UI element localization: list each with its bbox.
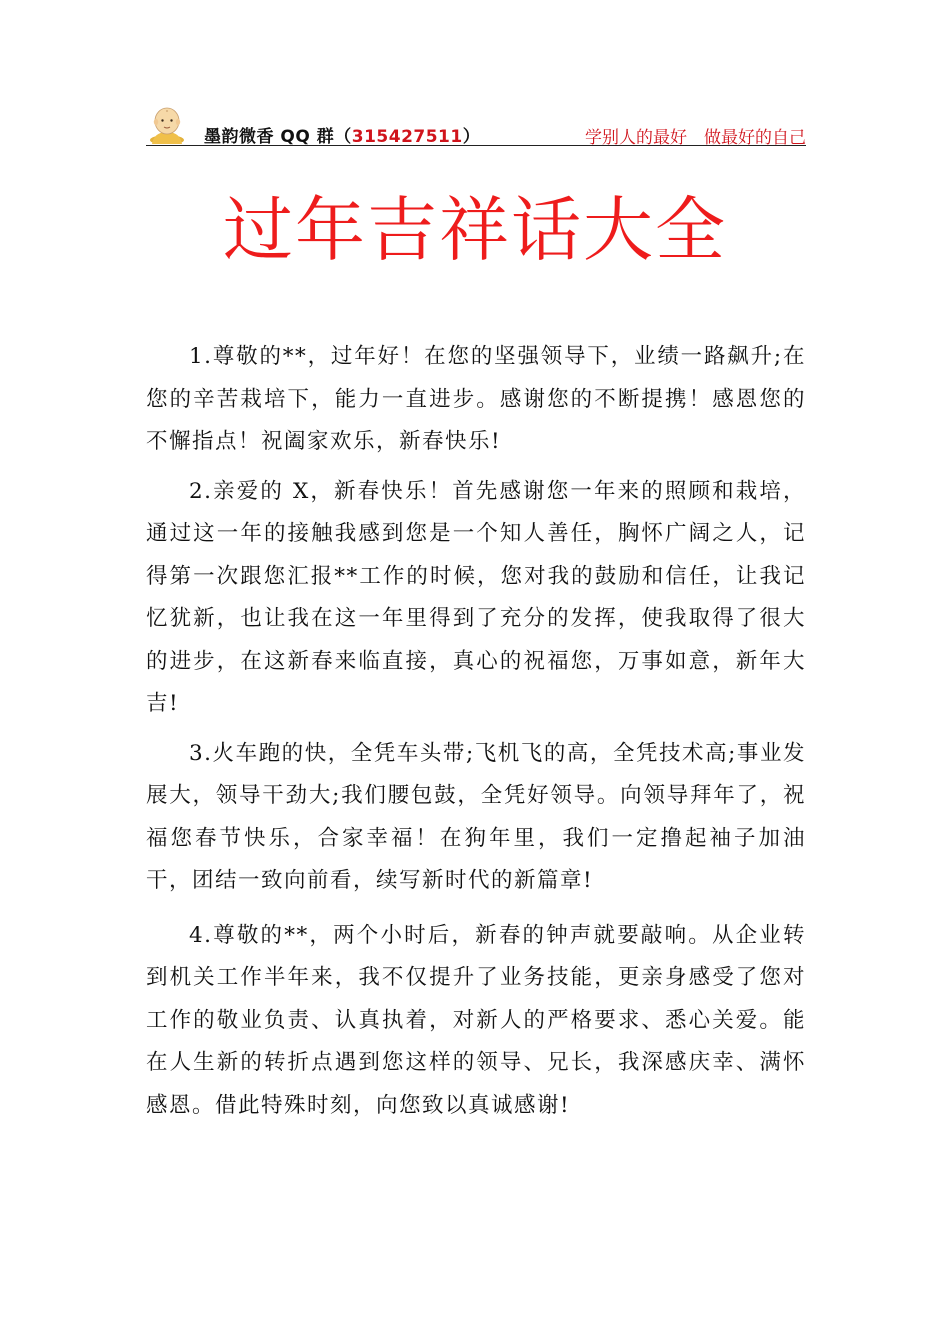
monk-avatar-icon [146,104,188,144]
header-motto: 学别人的最好 做最好的自己 [585,128,806,148]
qq-group-close: ） [462,127,481,147]
paragraph-3: 3.火车跑的快，全凭车头带;飞机飞的高，全凭技术高;事业发展大，领导干劲大;我们腰包鼓，全凭好领导。向领导拜年了，祝福您春节快乐，合家幸福！在狗年里，我们一定撸起袖子加油干，团结一致向前看，续写新时代的新篇章! [146,740,806,893]
paragraph-2: 2.亲爱的 X，新春快乐！首先感谢您一年来的照顾和栽培，通过这一年的接触我感到您是一个知人善任，胸怀广阔之人，记得第一次跟您汇报**工作的时候，您对我的鼓励和信任，让我记忆犹新，也让我在这一年里得到了充分的发挥，使我取得了很大的进步，在这新春来临直接，真心的祝福您，万事如意，新年大吉! [146,478,806,716]
document-title: 过年吉祥话大全 [223,189,727,271]
paragraph-1: 1.尊敬的**，过年好！在您的坚强领导下，业绩一路飙升;在您的辛苦栽培下，能力一直进步。感谢您的不断提携！感恩您的不懈指点！祝阖家欢乐，新春快乐! [146,344,806,454]
qq-group-text: 墨韵微香 QQ 群（ [204,127,352,147]
qq-group-label [204,122,480,147]
qq-group-number: 315427511 [351,127,463,147]
paragraph-4: 4.尊敬的**，两个小时后，新春的钟声就要敲响。从企业转到机关工作半年来，我不仅提升了业务技能，更亲身感受了您对工作的敬业负责、认真执着，对新人的严格要求、悉心关爱。能在人生新的转折点遇到您这样的领导、兄长，我深感庆幸、满怀感恩。借此特殊时刻，向您致以真诚感谢! [146,922,806,1118]
header-divider [146,145,806,146]
page-header [146,104,806,146]
document-body [146,336,806,1134]
